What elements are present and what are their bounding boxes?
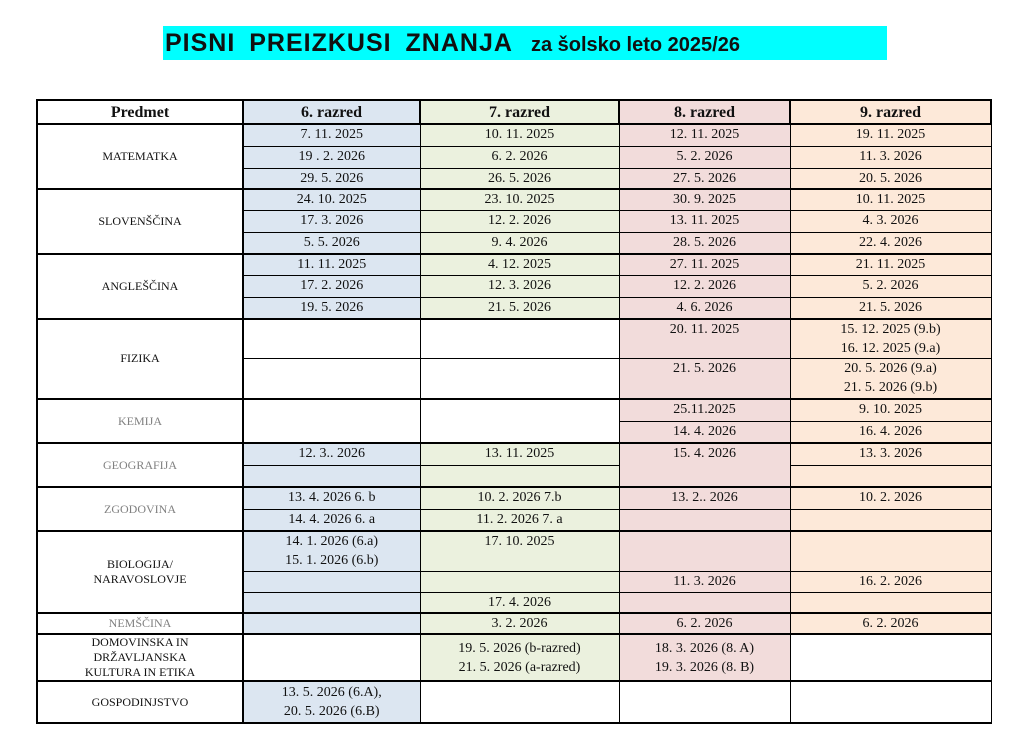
date-cell [790,319,991,359]
date-cell: 10. 2. 2026 [790,487,991,509]
date-cell: 21. 5. 2026 [619,358,790,399]
date-cell: 10. 2. 2026 7.b [420,487,619,509]
subject-dke [37,634,243,681]
date-cell: 11. 11. 2025 [243,254,420,276]
table-row [37,531,991,571]
page-title [163,26,887,60]
table-row [37,613,991,634]
date-cell: 14. 4. 2026 6. a [243,509,420,531]
subject-gospodinjstvo: GOSPODINJSTVO [37,681,243,723]
date-cell: 20. 5. 2026 [790,168,991,189]
date-cell: 17. 10. 2025 [420,531,619,571]
empty-cell [790,634,991,681]
date-cell: 27. 11. 2025 [619,254,790,276]
date-line: 15. 12. 2025 (9.b) [840,321,941,337]
empty-cell [243,613,420,634]
table-row [37,487,991,509]
date-cell: 9. 4. 2026 [420,233,619,254]
date-line: 21. 5. 2026 (a-razred) [458,659,581,675]
date-cell: 21. 5. 2026 [420,298,619,319]
empty-cell [243,399,420,443]
header-subject: Predmet [37,100,243,124]
empty-cell [243,465,420,487]
subject-slovenscina: SLOVENŠČINA [37,189,243,254]
empty-cell [243,319,420,359]
title-school-year: za šolsko leto 2025/26 [530,34,740,56]
date-cell: 19. 5. 2026 [243,298,420,319]
empty-cell [243,634,420,681]
header-grade-9: 9. razred [790,100,991,124]
empty-cell [619,531,790,571]
header-row [37,100,991,124]
empty-cell [420,465,619,487]
subject-fizika: FIZIKA [37,319,243,400]
table-row [37,634,991,681]
date-cell: 26. 5. 2026 [420,168,619,189]
date-cell: 24. 10. 2025 [243,189,420,211]
date-cell: 27. 5. 2026 [619,168,790,189]
date-line: 18. 3. 2026 (8. A) [654,640,755,656]
date-cell: 9. 10. 2025 [790,399,991,421]
table-row [37,443,991,465]
subject-anglescina: ANGLEŠČINA [37,254,243,319]
table-row [37,319,991,359]
date-cell: 30. 9. 2025 [619,189,790,211]
table-row [37,254,991,276]
subject-line: NARAVOSLOVJE [93,572,187,586]
date-cell: 5. 5. 2026 [243,233,420,254]
table-row [37,189,991,211]
empty-cell [243,358,420,399]
subject-zgodovina: ZGODOVINA [37,487,243,531]
empty-cell [790,509,991,531]
header-grade-8: 8. razred [619,100,790,124]
date-cell: 12. 2. 2026 [420,211,619,233]
date-cell: 6. 2. 2026 [420,146,619,168]
empty-cell [619,681,790,723]
date-cell: 23. 10. 2025 [420,189,619,211]
title-main: PISNI PREIZKUSI ZNANJA [165,29,513,57]
empty-cell [619,592,790,613]
date-line: 13. 5. 2026 (6.A), [281,685,382,700]
date-cell: 21. 11. 2025 [790,254,991,276]
date-cell [619,634,790,681]
date-cell: 19. 11. 2025 [790,124,991,146]
empty-cell [790,465,991,487]
date-line: 20. 5. 2026 (9.a) [844,360,937,376]
date-cell: 13. 2.. 2026 [619,487,790,509]
date-cell [243,681,420,723]
date-cell: 12. 11. 2025 [619,124,790,146]
empty-cell [243,592,420,613]
empty-cell [790,681,991,723]
header-grade-6: 6. razred [243,100,420,124]
date-cell: 17. 4. 2026 [420,592,619,613]
date-cell [243,531,420,571]
date-cell: 21. 5. 2026 [790,298,991,319]
empty-cell [420,399,619,443]
subject-biologija-naravoslovje [37,531,243,613]
date-cell: 4. 6. 2026 [619,298,790,319]
empty-cell [790,592,991,613]
date-cell: 13. 11. 2025 [420,443,619,465]
date-cell: 6. 2. 2026 [619,613,790,634]
date-line: 16. 12. 2025 (9.a) [840,340,941,356]
date-cell: 3. 2. 2026 [420,613,619,634]
subject-geografija: GEOGRAFIJA [37,443,243,487]
subject-line: DOMOVINSKA IN [91,635,189,649]
empty-cell [420,681,619,723]
date-cell: 25.11.2025 [619,399,790,421]
empty-cell [420,319,619,359]
date-cell: 11. 2. 2026 7. a [420,509,619,531]
date-cell: 12. 3. 2026 [420,276,619,298]
date-cell: 6. 2. 2026 [790,613,991,634]
empty-cell [790,531,991,571]
date-cell [420,634,619,681]
date-line: 15. 1. 2026 (6.b) [285,553,379,568]
table-row [37,124,991,146]
date-cell: 5. 2. 2026 [790,276,991,298]
subject-kemija: KEMIJA [37,399,243,443]
date-cell: 12. 3.. 2026 [243,443,420,465]
date-cell: 11. 3. 2026 [790,146,991,168]
date-cell: 19 . 2. 2026 [243,146,420,168]
subject-line: KULTURA IN ETIKA [84,665,196,679]
date-cell: 4. 12. 2025 [420,254,619,276]
date-cell [790,358,991,399]
date-cell: 10. 11. 2025 [420,124,619,146]
date-cell: 7. 11. 2025 [243,124,420,146]
header-grade-7: 7. razred [420,100,619,124]
table-row [37,681,991,723]
date-cell: 10. 11. 2025 [790,189,991,211]
empty-cell [243,571,420,592]
date-cell: 29. 5. 2026 [243,168,420,189]
date-line: 20. 5. 2026 (6.B) [283,704,380,719]
exam-schedule-table [36,99,992,724]
subject-line: BIOLOGIJA/ [107,557,173,571]
date-cell: 16. 4. 2026 [790,421,991,443]
date-cell: 13. 4. 2026 6. b [243,487,420,509]
empty-cell [619,509,790,531]
date-cell: 17. 3. 2026 [243,211,420,233]
date-cell: 13. 11. 2025 [619,211,790,233]
date-cell: 4. 3. 2026 [790,211,991,233]
date-cell: 14. 4. 2026 [619,421,790,443]
date-line: 19. 3. 2026 (8. B) [654,659,755,675]
subject-line: DRŽAVLJANSKA [93,650,187,664]
empty-cell [420,571,619,592]
date-line: 14. 1. 2026 (6.a) [285,534,379,549]
empty-cell [420,358,619,399]
subject-nemscina: NEMŠČINA [37,613,243,634]
date-cell: 16. 2. 2026 [790,571,991,592]
subject-matematika: MATEMATKA [37,124,243,189]
date-cell: 20. 11. 2025 [619,319,790,359]
date-cell: 22. 4. 2026 [790,233,991,254]
date-cell: 28. 5. 2026 [619,233,790,254]
date-cell: 13. 3. 2026 [790,443,991,465]
date-line: 21. 5. 2026 (9.b) [843,379,938,395]
date-cell: 12. 2. 2026 [619,276,790,298]
date-cell: 11. 3. 2026 [619,571,790,592]
table-row [37,399,991,421]
date-cell: 15. 4. 2026 [619,443,790,487]
date-cell: 17. 2. 2026 [243,276,420,298]
date-line: 19. 5. 2026 (b-razred) [458,640,581,656]
date-cell: 5. 2. 2026 [619,146,790,168]
